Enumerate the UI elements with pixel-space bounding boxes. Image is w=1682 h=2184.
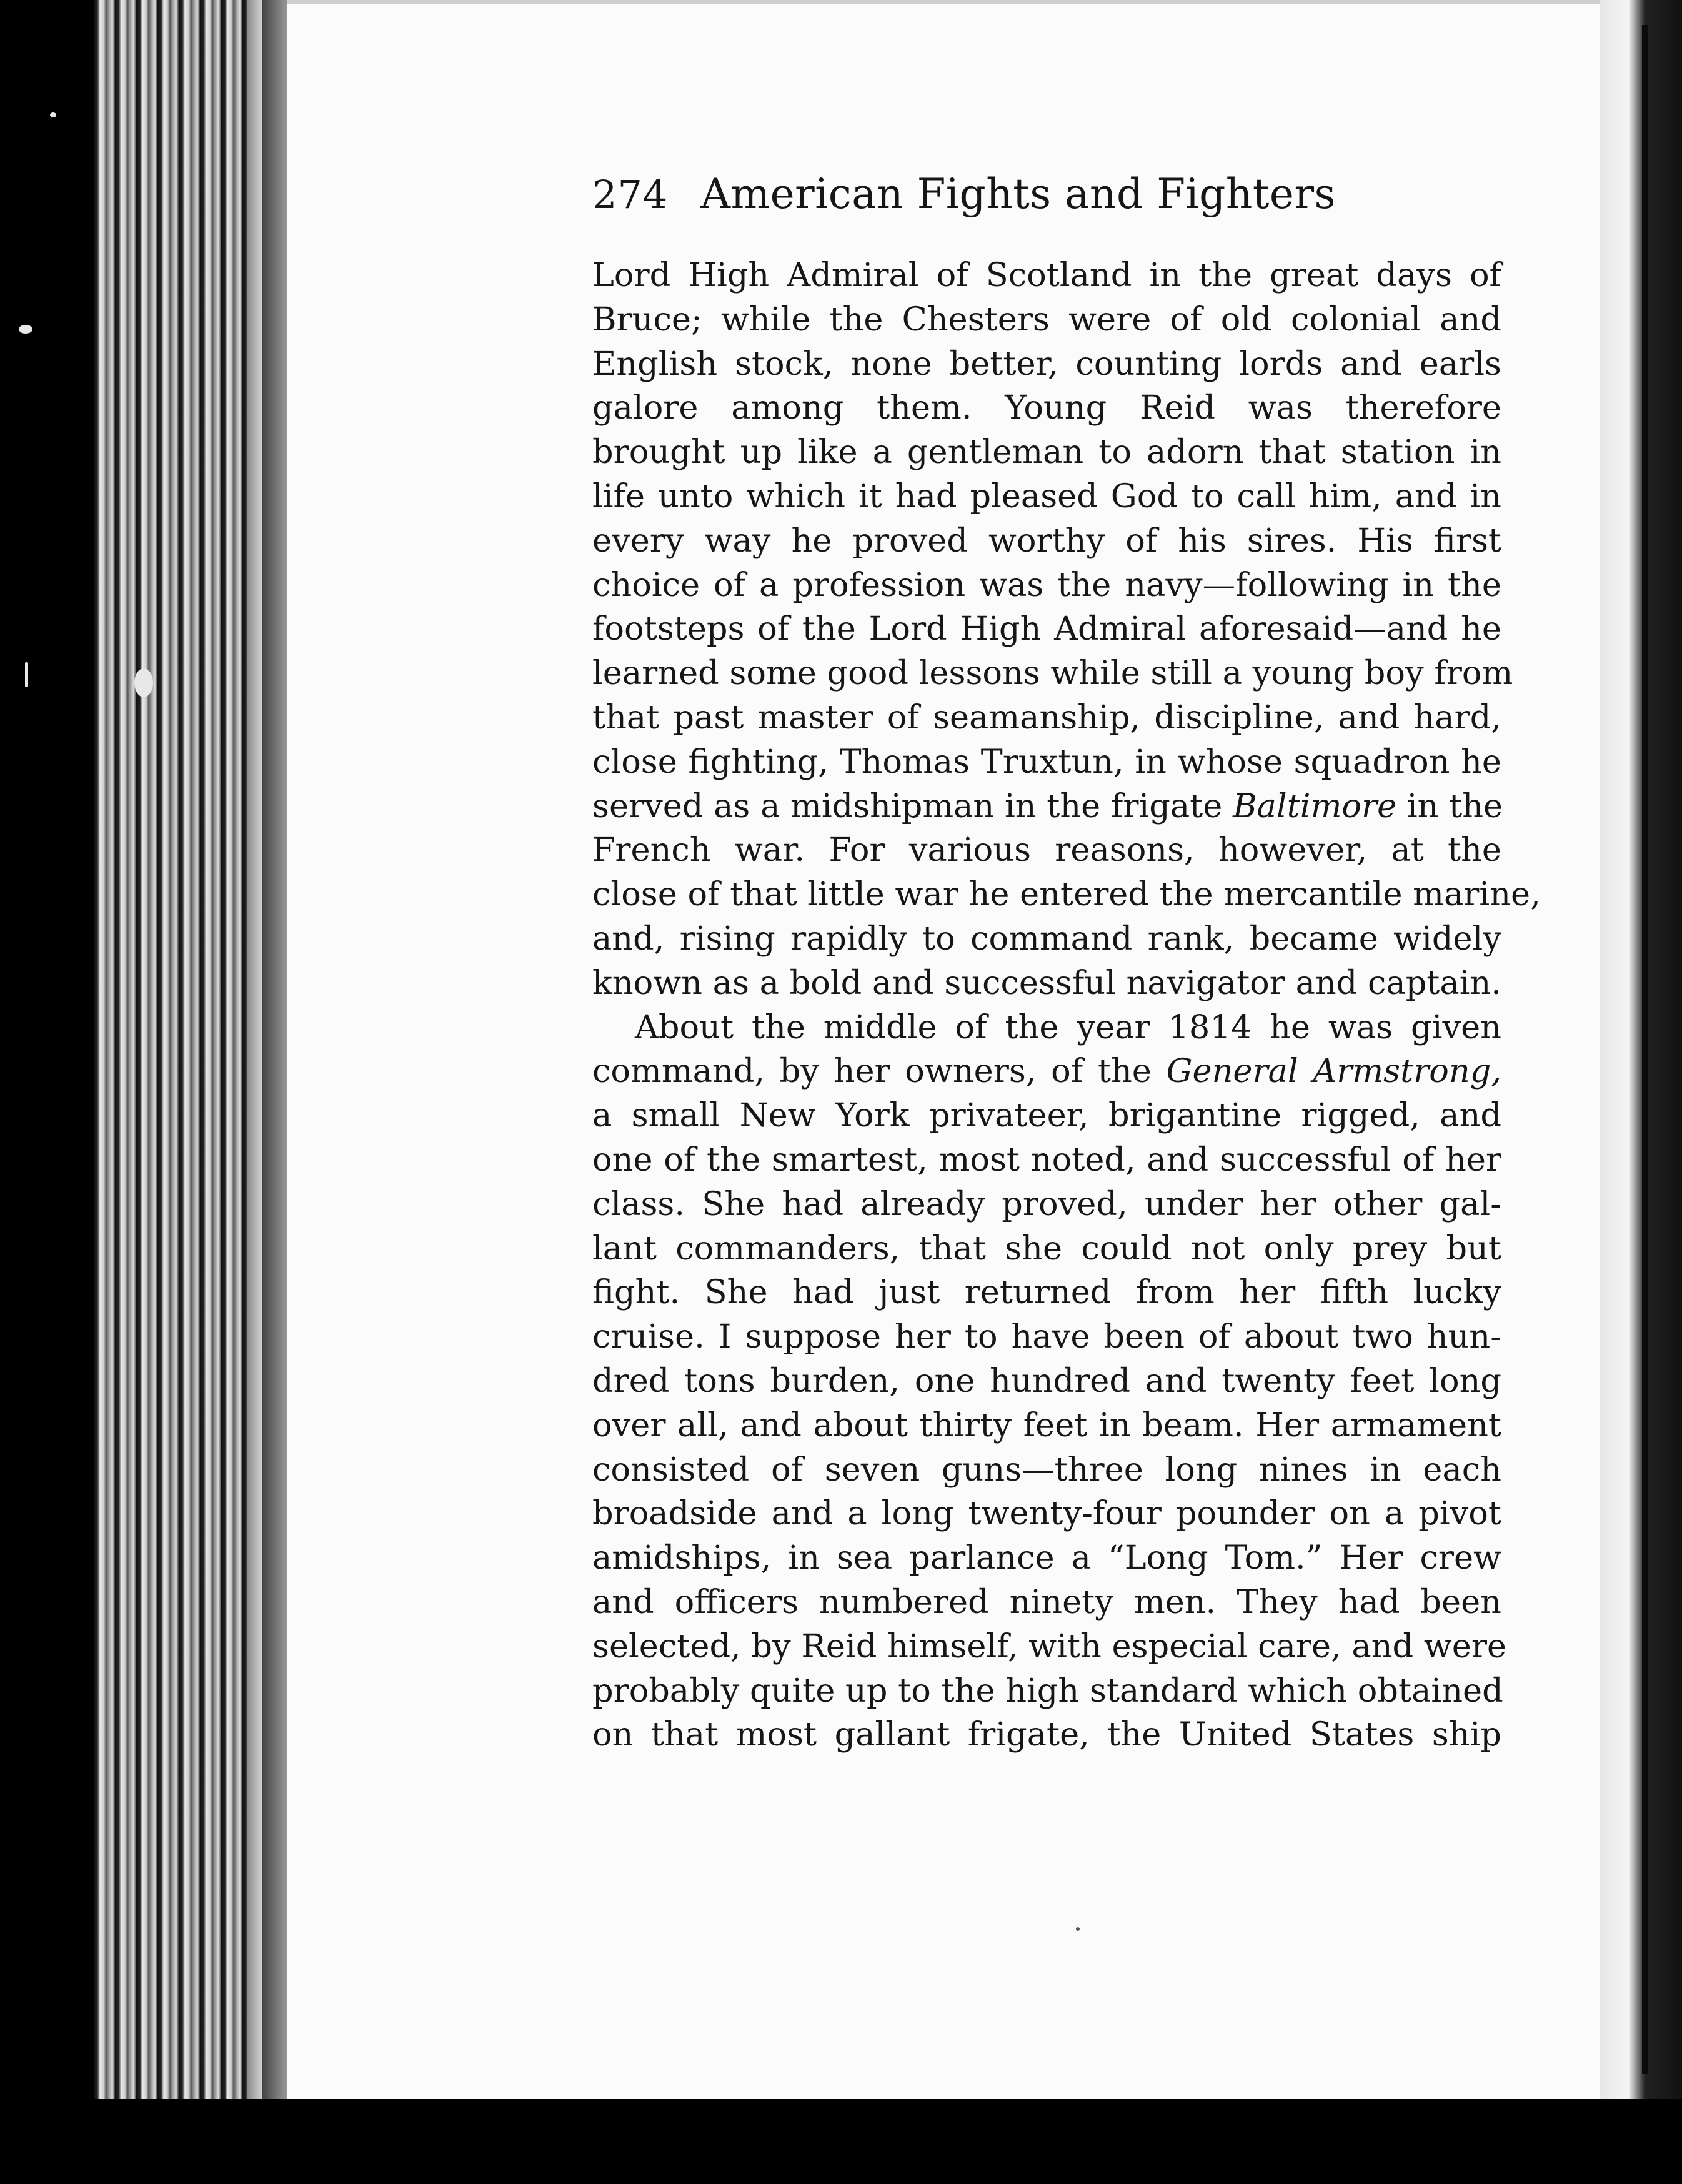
text-line: every way he proved worthy of his sires. His first: [592, 521, 1501, 560]
ship-name-baltimore: Baltimore: [1233, 787, 1397, 825]
text-line: close fighting, Thomas Truxtun, in whose squadron he: [592, 742, 1501, 781]
text-line: choice of a profession was the navy—following in the: [592, 565, 1501, 604]
ship-name-general-armstrong: General Armstrong,: [1166, 1052, 1501, 1091]
text-line-with-italic: [592, 785, 1501, 829]
text-line: galore among them. Young Reid was therefore: [592, 389, 1501, 427]
text-run: command, by her owners, of the: [592, 1052, 1152, 1091]
dust-speck: [19, 325, 32, 334]
facing-page-sliver: [1600, 0, 1682, 2099]
body-text: [592, 254, 1541, 1757]
text-line-with-italic: [592, 1050, 1501, 1094]
text-line: brought up like a gentleman to adorn that station in: [592, 433, 1501, 472]
text-line: learned some good lessons while still a young boy from: [592, 654, 1513, 693]
text-line: cruise. I suppose her to have been of about two hun-: [592, 1318, 1501, 1356]
bottom-scan-border: [0, 2099, 1682, 2184]
text-line: close of that little war he entered the mercantile marine,: [592, 875, 1541, 914]
text-block: [592, 170, 1541, 1757]
dust-speck: [25, 662, 28, 687]
text-line: probably quite up to the high standard which obtained: [592, 1671, 1503, 1710]
text-line: consisted of seven guns—three long nines in each: [592, 1450, 1501, 1489]
text-line: selected, by Reid himself, with especial care, and were: [592, 1627, 1507, 1665]
gutter-shadow: [262, 0, 287, 2184]
text-line: Lord High Admiral of Scotland in the great days of: [592, 256, 1501, 294]
text-line: and officers numbered ninety men. They had been: [592, 1582, 1501, 1621]
text-line: About the middle of the year 1814 he was given: [635, 1008, 1501, 1046]
text-line: life unto which it had pleased God to call him, and in: [592, 477, 1501, 515]
text-line: that past master of seamanship, discipline, and hard,: [592, 698, 1501, 737]
text-run: in the: [1406, 787, 1503, 825]
running-head-title: American Fights and Fighters: [700, 170, 1336, 218]
text-line: a small New York privateer, brigantine rigged, and: [592, 1096, 1501, 1135]
facing-page-edge-line: [1642, 25, 1648, 2074]
text-line: on that most gallant frigate, the United States ship: [592, 1715, 1501, 1754]
text-line: footsteps of the Lord High Admiral aforesaid—and he: [592, 610, 1501, 648]
text-line: Bruce; while the Chesters were of old colonial and: [592, 300, 1501, 339]
text-run: served as a midshipman in the frigate: [592, 787, 1223, 825]
running-head: [592, 170, 1501, 245]
dust-speck: [50, 112, 56, 117]
text-line: dred tons burden, one hundred and twenty feet long: [592, 1361, 1501, 1400]
text-line: one of the smartest, most noted, and successful of her: [592, 1140, 1501, 1179]
text-line: English stock, none better, counting lords and earls: [592, 344, 1501, 383]
text-line: over all, and about thirty feet in beam. Her armament: [592, 1406, 1501, 1444]
text-line: class. She had already proved, under her other gal-: [592, 1184, 1501, 1223]
page-number: 274: [592, 172, 669, 217]
dust-speck: [134, 668, 153, 697]
text-line: French war. For various reasons, however, at the: [592, 831, 1501, 870]
text-line: fight. She had just returned from her fifth lucky: [592, 1273, 1501, 1312]
left-scan-border: [0, 0, 100, 2184]
text-line: broadside and a long twenty-four pounder on a pivot: [592, 1494, 1501, 1533]
page-top-edge: [287, 0, 1600, 4]
text-line: and, rising rapidly to command rank, became widely: [592, 919, 1501, 958]
text-line: amidships, in sea parlance a “Long Tom.” Her crew: [592, 1539, 1501, 1577]
text-line: known as a bold and successful navigator and captain.: [592, 963, 1501, 1002]
dust-speck: [1076, 1927, 1080, 1931]
text-line: lant commanders, that she could not only prey but: [592, 1229, 1501, 1268]
